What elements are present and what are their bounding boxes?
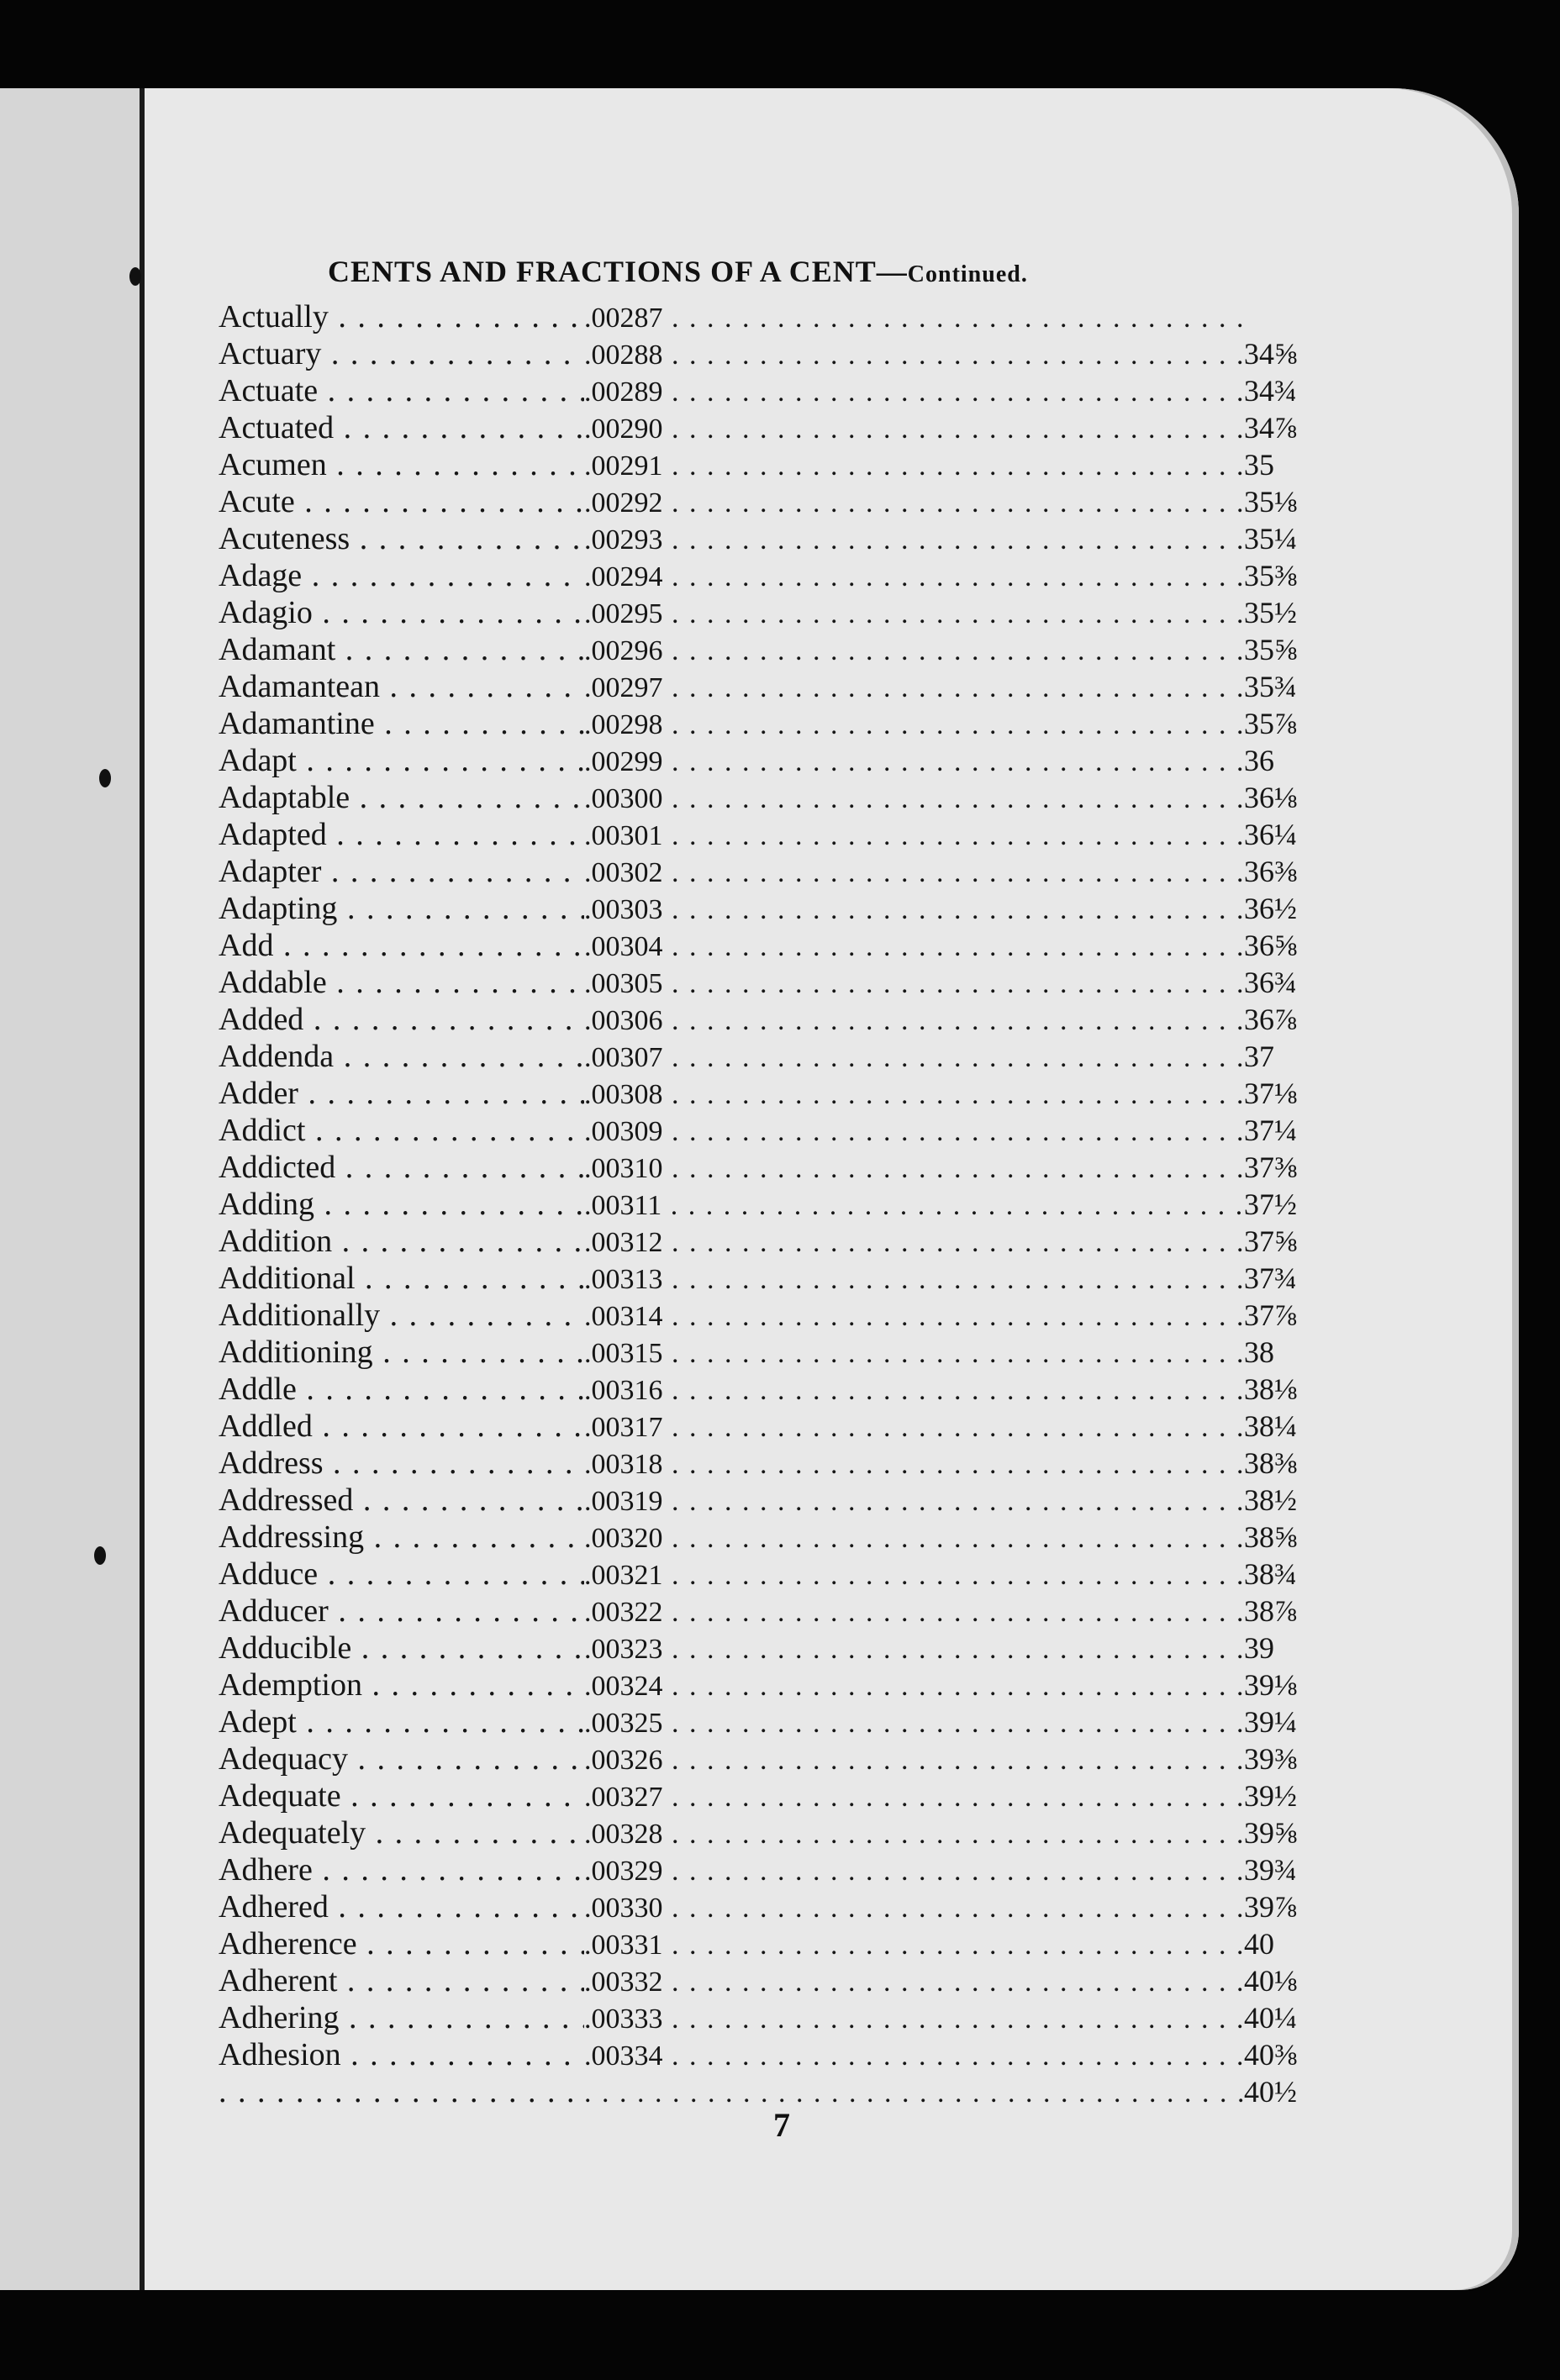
table-row — [219, 1260, 1328, 1297]
row-word: Adhered . . . — [219, 1888, 584, 1925]
row-code: .00311 . . . — [584, 1187, 1244, 1224]
row-code: .00303 . . . — [584, 892, 1244, 929]
row-value: 35⅝ — [1244, 633, 1297, 666]
row-value: 39¼ — [1244, 1705, 1297, 1739]
row-word: Adept . . . — [219, 1703, 584, 1740]
row-word: Adamantean . . . — [219, 668, 584, 705]
row-word: Adapted . . . — [219, 816, 584, 853]
row-code: .00323 . . . — [584, 1631, 1244, 1668]
page-header — [328, 254, 1303, 289]
table-row — [219, 1888, 1328, 1925]
row-code: .00334 . . . — [584, 2038, 1244, 2075]
row-word: Adequately . . . — [219, 1814, 584, 1851]
row-value: 36⅝ — [1244, 929, 1297, 962]
table-row — [219, 1001, 1328, 1038]
table-row — [219, 1371, 1328, 1408]
row-word: Adequacy . . . — [219, 1740, 584, 1777]
row-word: Adduce . . . — [219, 1556, 584, 1593]
row-value: 39⅞ — [1244, 1890, 1297, 1924]
row-word: Adhere . . . — [219, 1851, 584, 1888]
row-code: .00309 . . . — [584, 1114, 1244, 1151]
row-code: .00293 . . . — [584, 522, 1244, 559]
binding-hole — [99, 769, 111, 787]
row-word: Address . . . — [219, 1445, 584, 1482]
row-word: Adamant . . . — [219, 631, 584, 668]
row-value: 35⅞ — [1244, 707, 1297, 740]
row-code: .00308 . . . — [584, 1077, 1244, 1114]
row-value: 39⅜ — [1244, 1742, 1297, 1776]
row-value: 38¾ — [1244, 1557, 1297, 1591]
page-number: 7 — [773, 2106, 790, 2144]
row-value: 38⅞ — [1244, 1594, 1297, 1628]
row-code: .00314 . . . — [584, 1298, 1244, 1335]
table-row — [219, 1519, 1328, 1556]
table-row — [219, 557, 1328, 594]
table-row — [219, 1482, 1328, 1519]
row-word: Add . . . — [219, 927, 584, 964]
row-code: .00294 . . . — [584, 559, 1244, 596]
row-value: 34⅞ — [1244, 411, 1297, 445]
row-value: 37⅝ — [1244, 1224, 1297, 1258]
table-row — [219, 1149, 1328, 1186]
row-value: 36⅜ — [1244, 855, 1297, 888]
row-value: 37⅜ — [1244, 1151, 1297, 1184]
table-row — [219, 483, 1328, 520]
row-word: Ademption . . . — [219, 1667, 584, 1703]
row-word — [219, 2073, 584, 2110]
row-word: Actuary . . . — [219, 335, 584, 372]
row-code: .00318 . . . — [584, 1446, 1244, 1483]
row-value: 39⅛ — [1244, 1668, 1297, 1702]
row-value: 36¼ — [1244, 818, 1297, 851]
row-code: .00300 . . . — [584, 781, 1244, 818]
row-word: Addle . . . — [219, 1371, 584, 1408]
row-word: Adder . . . — [219, 1075, 584, 1112]
row-value: 37¾ — [1244, 1261, 1297, 1295]
table-row — [219, 705, 1328, 742]
word-table — [219, 298, 1328, 2110]
row-code: .00295 . . . — [584, 596, 1244, 633]
row-value: 35⅛ — [1244, 485, 1297, 519]
row-word: Addition . . . — [219, 1223, 584, 1260]
row-code: .00302 . . . — [584, 855, 1244, 892]
row-value: 35⅜ — [1244, 559, 1297, 592]
table-row — [219, 1408, 1328, 1445]
row-word: Addled . . . — [219, 1408, 584, 1445]
row-word: Addressed . . . — [219, 1482, 584, 1519]
row-word: Adagio . . . — [219, 594, 584, 631]
row-code: .00325 . . . — [584, 1705, 1244, 1742]
row-code: .00330 . . . — [584, 1890, 1244, 1927]
table-row — [219, 927, 1328, 964]
row-word: Adducible . . . — [219, 1630, 584, 1667]
binding-hole — [129, 267, 141, 286]
row-word: Adage . . . — [219, 557, 584, 594]
table-row — [219, 1593, 1328, 1630]
row-word: Addicted . . . — [219, 1149, 584, 1186]
row-word: Addenda . . . — [219, 1038, 584, 1075]
row-code: .00317 . . . — [584, 1409, 1244, 1446]
row-word: Adherent . . . — [219, 1962, 584, 1999]
row-code — [584, 2075, 1244, 2112]
row-code: .00322 . . . — [584, 1594, 1244, 1631]
row-value: 36 — [1244, 744, 1274, 777]
row-code: .00316 . . . — [584, 1372, 1244, 1409]
row-word: Adhesion . . . — [219, 2036, 584, 2073]
row-word: Adducer . . . — [219, 1593, 584, 1630]
table-row — [219, 2036, 1328, 2073]
row-value: 36⅛ — [1244, 781, 1297, 814]
table-row — [219, 1777, 1328, 1814]
row-code: .00324 . . . — [584, 1668, 1244, 1705]
row-value: 36¾ — [1244, 966, 1297, 999]
table-row — [219, 594, 1328, 631]
table-row — [219, 779, 1328, 816]
table-row — [219, 1630, 1328, 1667]
table-row — [219, 816, 1328, 853]
row-code: .00329 . . . — [584, 1853, 1244, 1890]
table-row — [219, 1112, 1328, 1149]
row-word: Actuated . . . — [219, 409, 584, 446]
row-value: 40⅜ — [1244, 2038, 1297, 2072]
table-row — [219, 1556, 1328, 1593]
row-word: Adding . . . — [219, 1186, 584, 1223]
table-row — [219, 409, 1328, 446]
row-value: 37⅛ — [1244, 1077, 1297, 1110]
row-word: Adequate . . . — [219, 1777, 584, 1814]
row-word: Acuteness . . . — [219, 520, 584, 557]
row-code: .00310 . . . — [584, 1151, 1244, 1187]
table-row — [219, 1740, 1328, 1777]
binding-hole — [94, 1546, 106, 1565]
row-code: .00312 . . . — [584, 1224, 1244, 1261]
row-value: 35¾ — [1244, 670, 1297, 703]
row-word: Adapter . . . — [219, 853, 584, 890]
row-code: .00327 . . . — [584, 1779, 1244, 1816]
header-continued: Continued. — [907, 261, 1028, 287]
row-value: 35½ — [1244, 596, 1297, 629]
row-word: Additional . . . — [219, 1260, 584, 1297]
row-value: 38¼ — [1244, 1409, 1297, 1443]
row-code: .00304 . . . — [584, 929, 1244, 966]
row-value: 38 — [1244, 1335, 1274, 1369]
table-row — [219, 1334, 1328, 1371]
row-word: Adhering . . . — [219, 1999, 584, 2036]
row-code: .00306 . . . — [584, 1003, 1244, 1040]
row-value: 34¾ — [1244, 374, 1297, 408]
row-code: .00287 . . . — [584, 300, 1244, 337]
row-word: Adapting . . . — [219, 890, 584, 927]
row-code: .00326 . . . — [584, 1742, 1244, 1779]
table-row — [219, 1999, 1328, 2036]
table-row — [219, 1038, 1328, 1075]
row-value: 36⅞ — [1244, 1003, 1297, 1036]
row-code: .00319 . . . — [584, 1483, 1244, 1520]
row-word: Added . . . — [219, 1001, 584, 1038]
row-code: .00305 . . . — [584, 966, 1244, 1003]
row-word: Actually . . . — [219, 298, 584, 335]
row-value: 39⅝ — [1244, 1816, 1297, 1850]
row-value: 38⅛ — [1244, 1372, 1297, 1406]
table-row — [219, 520, 1328, 557]
row-value: 37⅞ — [1244, 1298, 1297, 1332]
row-word: Adherence . . . — [219, 1925, 584, 1962]
table-row — [219, 668, 1328, 705]
row-code: .00301 . . . — [584, 818, 1244, 855]
row-code: .00288 . . . — [584, 337, 1244, 374]
row-word: Addable . . . — [219, 964, 584, 1001]
table-row — [219, 1962, 1328, 1999]
table-row — [219, 1297, 1328, 1334]
row-value: 40⅛ — [1244, 1964, 1297, 1998]
row-word: Additionally . . . — [219, 1297, 584, 1334]
row-code: .00321 . . . — [584, 1557, 1244, 1594]
table-row — [219, 335, 1328, 372]
row-word: Adamantine . . . — [219, 705, 584, 742]
table-row — [219, 853, 1328, 890]
table-row — [219, 372, 1328, 409]
table-row — [219, 742, 1328, 779]
table-row — [219, 1445, 1328, 1482]
row-value: 35¼ — [1244, 522, 1297, 556]
row-code: .00307 . . . — [584, 1040, 1244, 1077]
table-row — [219, 1667, 1328, 1703]
row-value: 39¾ — [1244, 1853, 1297, 1887]
table-row — [219, 1223, 1328, 1260]
row-code: .00297 . . . — [584, 670, 1244, 707]
table-row — [219, 446, 1328, 483]
row-value: 38⅝ — [1244, 1520, 1297, 1554]
header-title: CENTS AND FRACTIONS OF A CENT— — [328, 255, 908, 288]
row-value: 38½ — [1244, 1483, 1297, 1517]
facing-page-edge — [0, 88, 145, 2290]
table-row — [219, 1703, 1328, 1740]
row-code: .00332 . . . — [584, 1964, 1244, 2001]
row-code: .00289 . . . — [584, 374, 1244, 411]
row-code: .00313 . . . — [584, 1261, 1244, 1298]
row-word: Adaptable . . . — [219, 779, 584, 816]
row-value: 34⅝ — [1244, 337, 1297, 371]
row-code: .00333 . . . — [584, 2001, 1244, 2038]
row-word: Addict . . . — [219, 1112, 584, 1149]
row-value: 40¼ — [1244, 2001, 1297, 2035]
table-row — [219, 1186, 1328, 1223]
table-row — [219, 631, 1328, 668]
row-value: 37¼ — [1244, 1114, 1297, 1147]
row-code: .00296 . . . — [584, 633, 1244, 670]
row-value: 35 — [1244, 448, 1274, 482]
row-word: Actuate . . . — [219, 372, 584, 409]
row-word: Adapt . . . — [219, 742, 584, 779]
row-value: 38⅜ — [1244, 1446, 1297, 1480]
row-word: Acumen . . . — [219, 446, 584, 483]
row-code: .00290 . . . — [584, 411, 1244, 448]
row-code: .00320 . . . — [584, 1520, 1244, 1557]
row-code: .00298 . . . — [584, 707, 1244, 744]
table-row — [219, 1814, 1328, 1851]
row-value: 39½ — [1244, 1779, 1297, 1813]
row-value: 39 — [1244, 1631, 1274, 1665]
row-code: .00291 . . . — [584, 448, 1244, 485]
table-row — [219, 298, 1328, 335]
table-row — [219, 1075, 1328, 1112]
table-row — [219, 890, 1328, 927]
row-value: 40½ — [1244, 2075, 1297, 2109]
row-value: 40 — [1244, 1927, 1274, 1961]
row-code: .00315 . . . — [584, 1335, 1244, 1372]
row-code: .00299 . . . — [584, 744, 1244, 781]
row-value: 37 — [1244, 1040, 1274, 1073]
table-row — [219, 1851, 1328, 1888]
table-row — [219, 964, 1328, 1001]
row-word: Additioning . . . — [219, 1334, 584, 1371]
row-code: .00331 . . . — [584, 1927, 1244, 1964]
table-row — [219, 1925, 1328, 1962]
row-value: 37½ — [1244, 1187, 1297, 1221]
row-value: 36½ — [1244, 892, 1297, 925]
row-word: Acute . . . — [219, 483, 584, 520]
row-word: Addressing . . . — [219, 1519, 584, 1556]
row-code: .00292 . . . — [584, 485, 1244, 522]
row-code: .00328 . . . — [584, 1816, 1244, 1853]
